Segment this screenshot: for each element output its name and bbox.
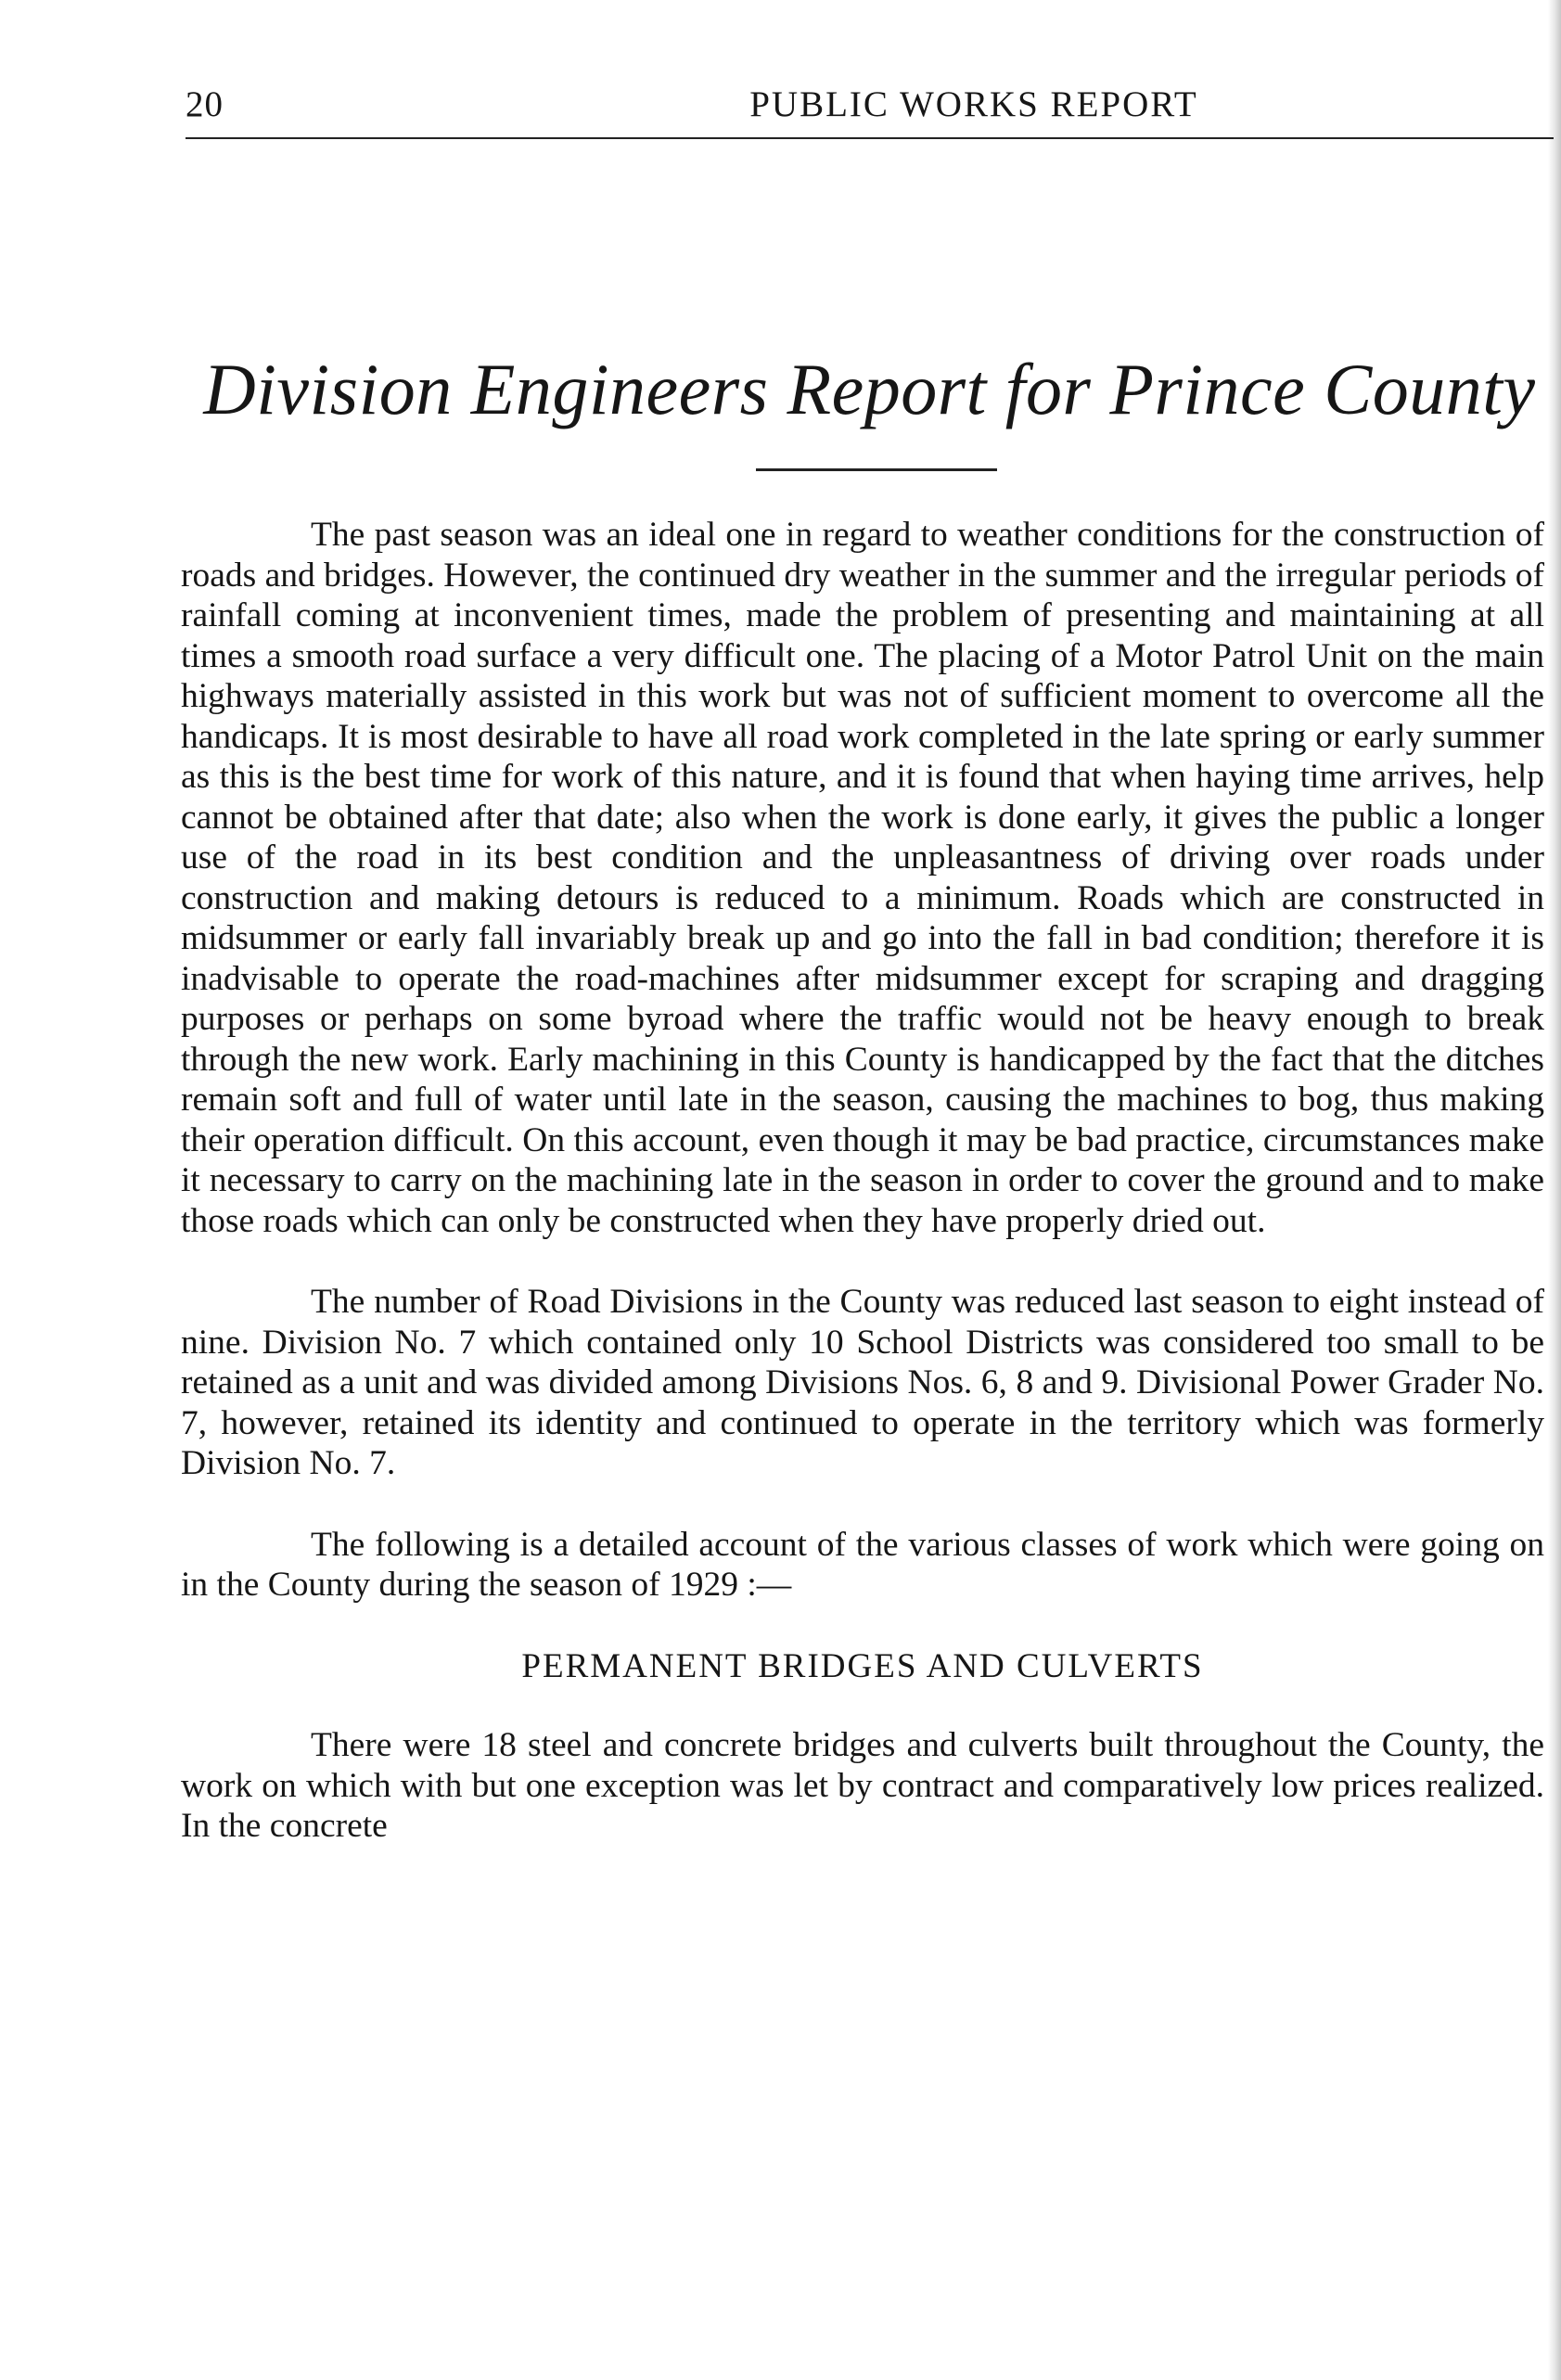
running-title: PUBLIC WORKS REPORT bbox=[749, 84, 1198, 124]
paragraph-road-divisions: The number of Road Divisions in the County was reduced last season to eight instead of nine. Division No. 7 which contained only 10 School Districts was considered too small to be retained as a unit and was divided among Divisions Nos. 6, 8 and 9. Divisional Power Grader No. 7, however, retained its identity and continued to operate in the territory which was formerly Division No. 7. bbox=[181, 1283, 1544, 1482]
report-body bbox=[181, 515, 1544, 1887]
paragraph-bridges: There were 18 steel and concrete bridges and culverts built throughout the County, the work on which with but one exception was let by contract and comparatively low prices realized. In the concrete bbox=[181, 1726, 1544, 1845]
page-number: 20 bbox=[186, 84, 224, 124]
header-rule bbox=[186, 137, 1554, 139]
title-rule bbox=[756, 468, 997, 471]
paragraph-detailed-account: The following is a detailed account of the various classes of work which were going on in the County during the season of 1929 :— bbox=[181, 1525, 1544, 1604]
paragraph-weather: The past season was an ideal one in regard to weather conditions for the construction of roads and bridges. However, the continued dry weather in the summer and the irregular periods of rainfall coming at inconvenient times, made the problem of presenting and maintaining at all times a smooth road surface a very difficult one. The placing of a Motor Patrol Unit on the main highways materially assisted in this work but was not of sufficient moment to overcome all the handicaps. It is most desirable to have all road work completed in the late spring or early summer as this is the best time for work of this nature, and it is found that when haying time arrives, help cannot be obtained after that date; also when the work is done early, it gives the public a longer use of the road in its best condition and the unpleasantness of driving over roads under construction and making detours is reduced to a minimum. Roads which are constructed in midsummer or early fall invariably break up and go into the fall in bad condition; therefore it is inadvisable to operate the road-machines after midsummer except for scraping and dragging purposes or perhaps on some byroad where the traffic would not be heavy enough to break through the new work. Early machining in this County is handicapped by the fact that the ditches remain soft and full of water until late in the season, causing the machines to bog, thus making their operation difficult. On this account, even though it may be bad practice, circumstances make it necessary to carry on the machining late in the season in order to cover the ground and to make those roads which can only be constructed when they have properly dried out. bbox=[181, 516, 1544, 1240]
running-header bbox=[186, 74, 1540, 130]
section-heading: PERMANENT BRIDGES AND CULVERTS bbox=[521, 1646, 1204, 1685]
report-title: Division Engineers Report for Prince County bbox=[203, 349, 1536, 429]
